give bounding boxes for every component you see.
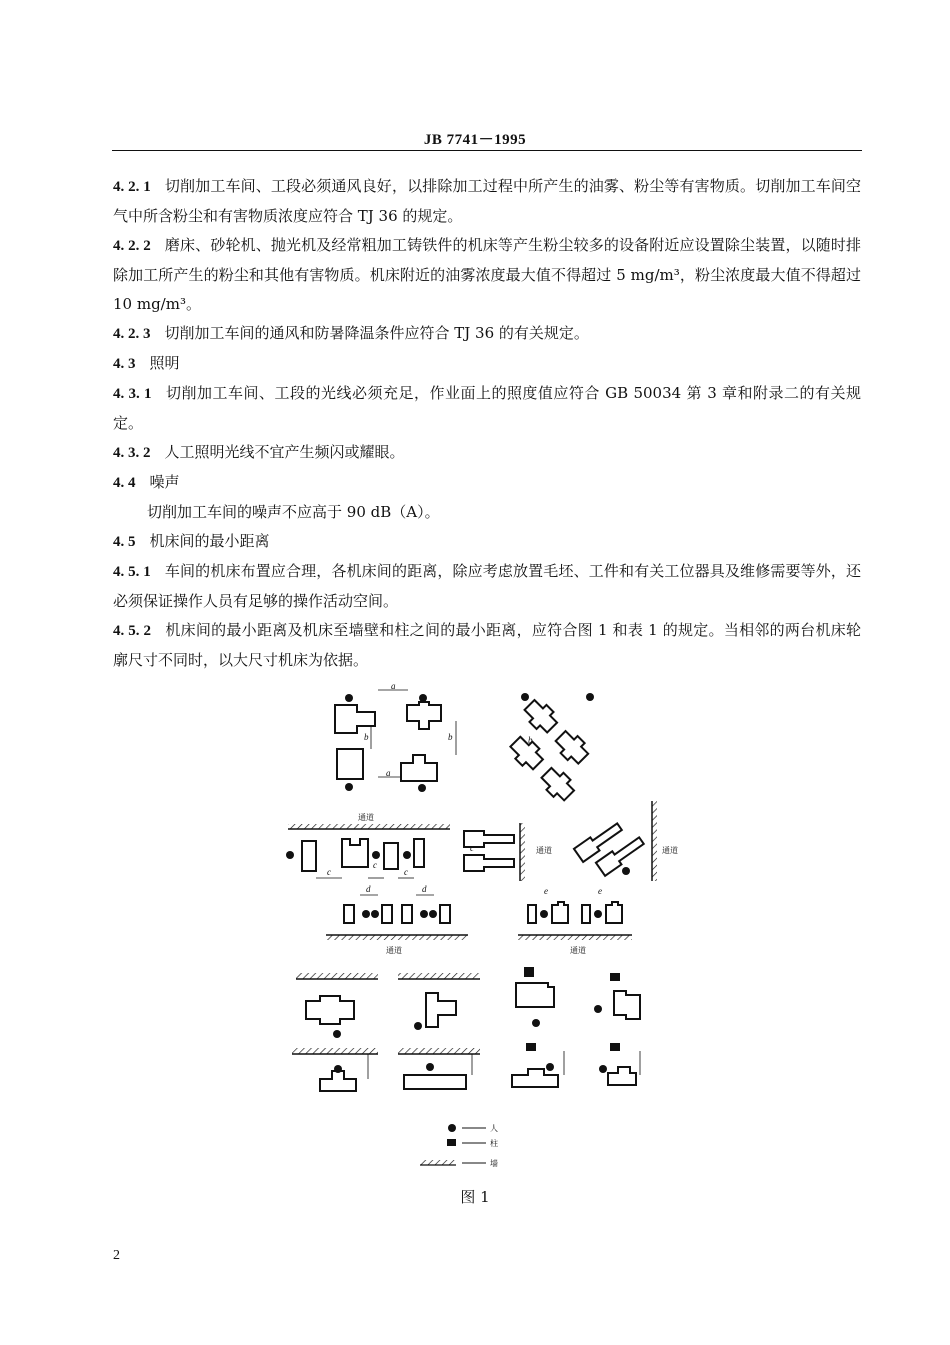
paragraph-4-3-1 (113, 379, 861, 438)
dimension-label-b: b (364, 732, 369, 742)
layout-diagonal (496, 696, 603, 803)
section-heading-4-3 (113, 349, 861, 379)
legend-person-symbol (448, 1124, 456, 1132)
dimension-label-a: a (386, 768, 391, 778)
machine-outline (401, 755, 437, 781)
machine-outline (337, 749, 363, 779)
clause-number: 4. 2. 2 (113, 238, 151, 254)
passage-label: 通道 (358, 813, 374, 822)
header-rule (112, 150, 862, 151)
layout-spacing-e (518, 886, 632, 955)
person-icon (372, 851, 380, 859)
document-header: JB 7741－1995 (423, 132, 527, 148)
person-icon (586, 693, 594, 701)
person-icon (286, 851, 294, 859)
section-heading-4-5 (113, 527, 861, 557)
clause-number: 4. 5. 2 (113, 623, 152, 639)
dimension-label-c: c (470, 843, 474, 853)
layout-diagram (280, 683, 690, 1183)
paragraph-text: 车间的机床布置应合理，各机床间的距离，除应考虑放置毛坯、工件和有关工位器具及维修需要等外，还必须保证操作人员有足够的操作活动空间。 (113, 562, 862, 610)
paragraph-text: 磨床、砂轮机、抛光机及经常粗加工铸铁件的机床等产生粉尘较多的设备附近应设置除尘装置，以随时排除加工所产生的粉尘和其他有害物质。机床附近的油雾浓度最大值不得超过 5 mg/m³，粉尘浓度最大值不得超过 10 mg/m³。 (113, 236, 862, 313)
figure-legend (420, 1123, 498, 1168)
clause-number: 4. 3 (113, 356, 136, 372)
body-text (113, 172, 861, 675)
person-icon (594, 1005, 602, 1013)
paragraph-4-5-2 (113, 616, 861, 675)
clause-number: 4. 5 (113, 534, 136, 550)
column-block (526, 1043, 536, 1051)
person-icon (419, 694, 427, 702)
paragraph-text: 切削加工车间的噪声不应高于 90 dB（A）。 (147, 503, 440, 521)
paragraph-noise (113, 498, 861, 527)
column-block (610, 973, 620, 981)
legend-label-person: 人 (490, 1124, 498, 1133)
person-icon (532, 1019, 540, 1027)
layout-spacing-d (326, 884, 468, 955)
legend-label-wall: 墙 (490, 1159, 498, 1168)
paragraph-text: 切削加工车间的通风和防暑降温条件应符合 TJ 36 的有关规定。 (164, 324, 589, 342)
person-icon (521, 693, 529, 701)
layout-wall-distance-row-4 (296, 967, 640, 1038)
layout-spacing-a-b (335, 683, 456, 792)
passage-label: 通道 (536, 846, 552, 855)
machine-outline (335, 705, 375, 733)
dimension-label-c: c (373, 860, 377, 870)
passage-label: 通道 (662, 846, 678, 855)
dimension-label-e: e (544, 886, 548, 896)
layout-wall-vertical (464, 823, 552, 881)
dimension-label-c: c (327, 867, 331, 877)
layout-wall-distance-row-5 (292, 1043, 640, 1091)
clause-number: 4. 3. 2 (113, 445, 151, 461)
dimension-label-e: e (598, 886, 602, 896)
paragraph-4-2-2 (113, 231, 861, 319)
layout-wall-diagonal (574, 814, 646, 881)
clause-number: 4. 4 (113, 475, 136, 491)
dimension-label-d: d (366, 884, 371, 894)
person-icon (426, 1063, 434, 1071)
paragraph-4-2-1 (113, 172, 861, 231)
legend-column-symbol (447, 1139, 456, 1146)
person-icon (403, 851, 411, 859)
person-icon (622, 867, 630, 875)
paragraph-text: 切削加工车间、工段必须通风良好，以排除加工过程中所产生的油雾、粉尘等有害物质。切削加工车间空气中所含粉尘和有害物质浓度应符合 TJ 36 的规定。 (113, 177, 862, 225)
paragraph-4-2-3 (113, 319, 861, 349)
dimension-label-c: c (404, 867, 408, 877)
layout-wall-passage-c (286, 812, 450, 878)
page-number: 2 (113, 1248, 120, 1263)
legend-wall-symbol (420, 1160, 456, 1165)
person-icon (599, 1065, 607, 1073)
person-icon (418, 784, 426, 792)
section-title: 照明 (149, 354, 180, 372)
column-block (524, 967, 534, 977)
paragraph-text: 人工照明光线不宜产生频闪或耀眼。 (164, 443, 405, 461)
section-title: 机床间的最小距离 (149, 532, 270, 550)
section-heading-4-4 (113, 468, 861, 498)
paragraph-4-3-2 (113, 438, 861, 468)
column-block (610, 1043, 620, 1051)
clause-number: 4. 2. 3 (113, 326, 151, 342)
person-icon (333, 1030, 341, 1038)
clause-number: 4. 3. 1 (113, 386, 152, 402)
section-title: 噪声 (149, 473, 180, 491)
person-icon (345, 783, 353, 791)
dimension-label-b: b (448, 732, 453, 742)
figure-1-machine-layout (280, 683, 690, 1183)
clause-number: 4. 2. 1 (113, 179, 151, 195)
dimension-label-d: d (422, 884, 427, 894)
machine-outline (407, 702, 441, 729)
paragraph-text: 机床间的最小距离及机床至墙壁和柱之间的最小距离，应符合图 1 和表 1 的规定。当相邻的两台机床轮廓尺寸不同时，以大尺寸机床为依据。 (113, 621, 861, 669)
person-icon (546, 1063, 554, 1071)
figure-caption: 图 1 (460, 1188, 490, 1206)
person-icon (334, 1065, 342, 1073)
legend-label-column: 柱 (490, 1139, 498, 1148)
dimension-label-b: b (528, 735, 533, 745)
clause-number: 4. 5. 1 (113, 564, 151, 580)
person-icon (345, 694, 353, 702)
passage-label: 通道 (570, 946, 586, 955)
paragraph-4-5-1 (113, 557, 861, 616)
dimension-label-a: a (391, 683, 396, 691)
passage-label: 通道 (386, 946, 402, 955)
person-icon (414, 1022, 422, 1030)
paragraph-text: 切削加工车间、工段的光线必须充足，作业面上的照度值应符合 GB 50034 第 3 章和附录二的有关规定。 (113, 384, 861, 432)
